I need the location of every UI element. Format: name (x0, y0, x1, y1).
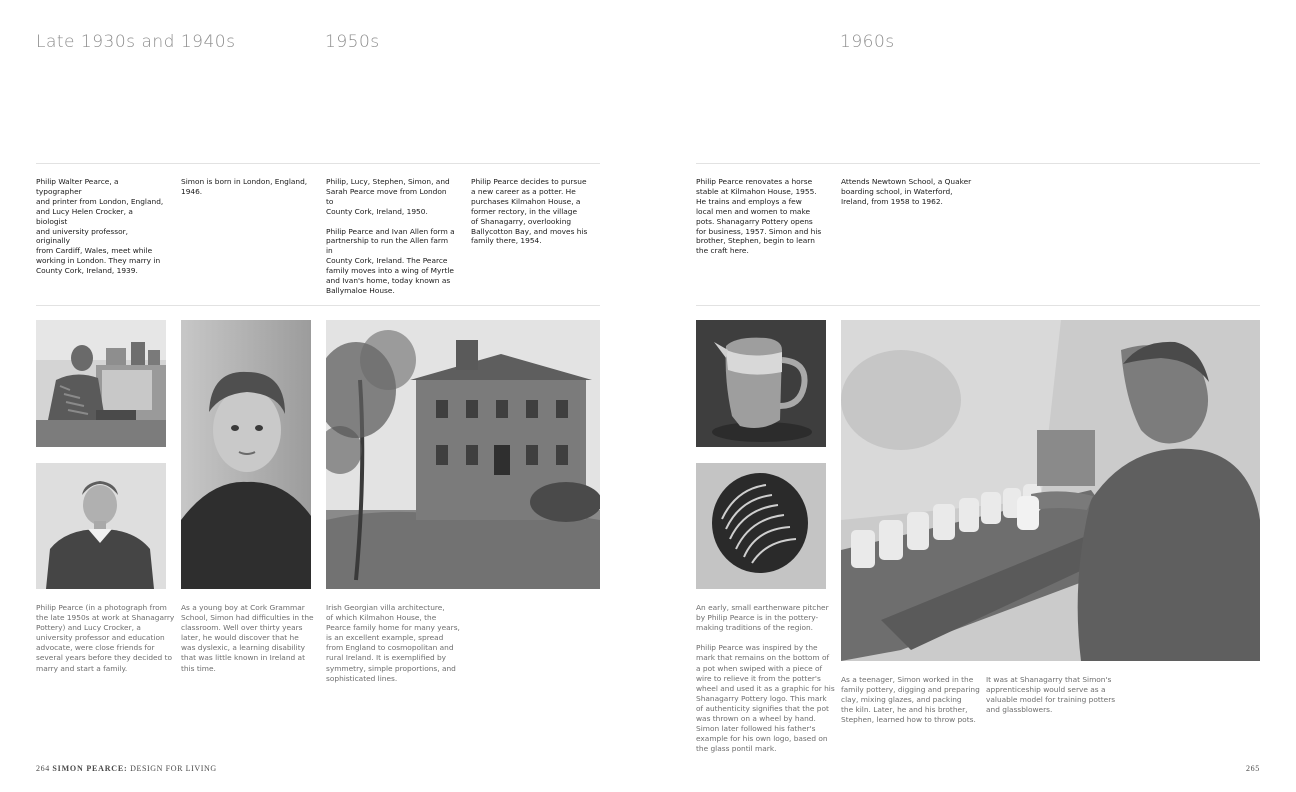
caption-philip-lucy: Philip Pearce (in a photograph from the late 1950s at work at Shanagarry Pottery) and Lucy Crocker, a university professor and education advocate, were close friends for several years before they decided to marry and start a family. (36, 603, 175, 673)
photo-pottery-mark (696, 463, 826, 589)
caption-teenager: As a teenager, Simon worked in the family pottery, digging and preparing clay, mixing glazes, and packing the kiln. Later, he and his brother, Stephen, learned how to throw pots. (841, 675, 980, 725)
heading-1950s: 1950s (325, 32, 380, 52)
photo-simon-at-work (841, 320, 1260, 661)
heading-1960s: 1960s (840, 32, 895, 52)
photo-simon-as-boy (181, 320, 311, 589)
event-newtown-school: Attends Newtown School, a Quaker boarding school, in Waterford, Ireland, from 1958 to 1962. (841, 177, 972, 206)
event-kilmahon-house: Philip Pearce decides to pursue a new career as a potter. He purchases Kilmahon House, a former rectory, in the village of Shanagarry, overlooking Ballycotton Bay, and moves his family there, 1954. (471, 177, 588, 246)
folio-left (36, 764, 217, 773)
page-number-right: 265 (1246, 764, 1260, 773)
mid-rule-right (696, 305, 1260, 306)
photo-lucy-crocker (36, 463, 166, 589)
event-marriage: Philip Walter Pearce, a typographer and printer from London, England, and Lucy Helen Crocker, a biologist and university professor, originally from Cardiff, Wales, meet while working in London. They marry in County Cork, Ireland, 1939. (36, 177, 164, 276)
photo-philip-at-work (36, 320, 166, 447)
running-title: DESIGN FOR LIVING (130, 764, 217, 773)
top-rule-right (696, 163, 1260, 164)
page-number-left: 264 (36, 764, 50, 773)
running-title-bold: SIMON PEARCE: (52, 764, 128, 773)
caption-pitcher-and-mark: An early, small earthenware pitcher by Philip Pearce is in the pottery- making traditions of the region. Philip Pearce was inspired by the mark that remains on the bottom of a pot when swiped with a piece of wire to relieve it from the potter's wheel and used it as a graphic for his Shanagarry Pottery logo. This mark of authenticity signifies that the pot was thrown on a wheel by hand. Simon later followed his father's example for his own logo, based on the glass pontil mark. (696, 603, 835, 754)
caption-simon-boy: As a young boy at Cork Grammar School, Simon had difficulties in the classroom. Well over thirty years later, he would discover that he was dyslexic, a learning disability that was little known in Ireland at this time. (181, 603, 314, 673)
caption-georgian-villa: Irish Georgian villa architecture, of which Kilmahon House, the Pearce family home for many years, is an excellent example, spread from England to cosmopolitan and rural Ireland. It is exemplified by symmetry, simple proportions, and sophisticated lines. (326, 603, 460, 683)
event-simon-born: Simon is born in London, England, 1946. (181, 177, 308, 196)
event-shanagarry-pottery: Philip Pearce renovates a horse stable at Kilmahon House, 1955. He trains and employs a few local men and women to make pots. Shanagarry Pottery opens for business, 1957. Simon and his brother, Stephen, begin to learn the craft here. (696, 177, 822, 256)
event-move-to-cork: Philip, Lucy, Stephen, Simon, and Sarah Pearce move from London to County Cork, Ireland, 1950. Philip Pearce and Ivan Allen form a partnership to run the Allen farm in County Cork, Ireland. The Pearce family moves into a wing of Myrtle and Ivan's home, today known as Ballymaloe House. (326, 177, 455, 295)
caption-apprenticeship: It was at Shanagarry that Simon's apprenticeship would serve as a valuable model for training potters and glassblowers. (986, 675, 1116, 715)
top-rule-left (36, 163, 600, 164)
heading-late-1930s-1940s: Late 1930s and 1940s (36, 32, 236, 52)
mid-rule-left (36, 305, 600, 306)
photo-earthenware-pitcher (696, 320, 826, 447)
photo-kilmahon-house (326, 320, 600, 589)
